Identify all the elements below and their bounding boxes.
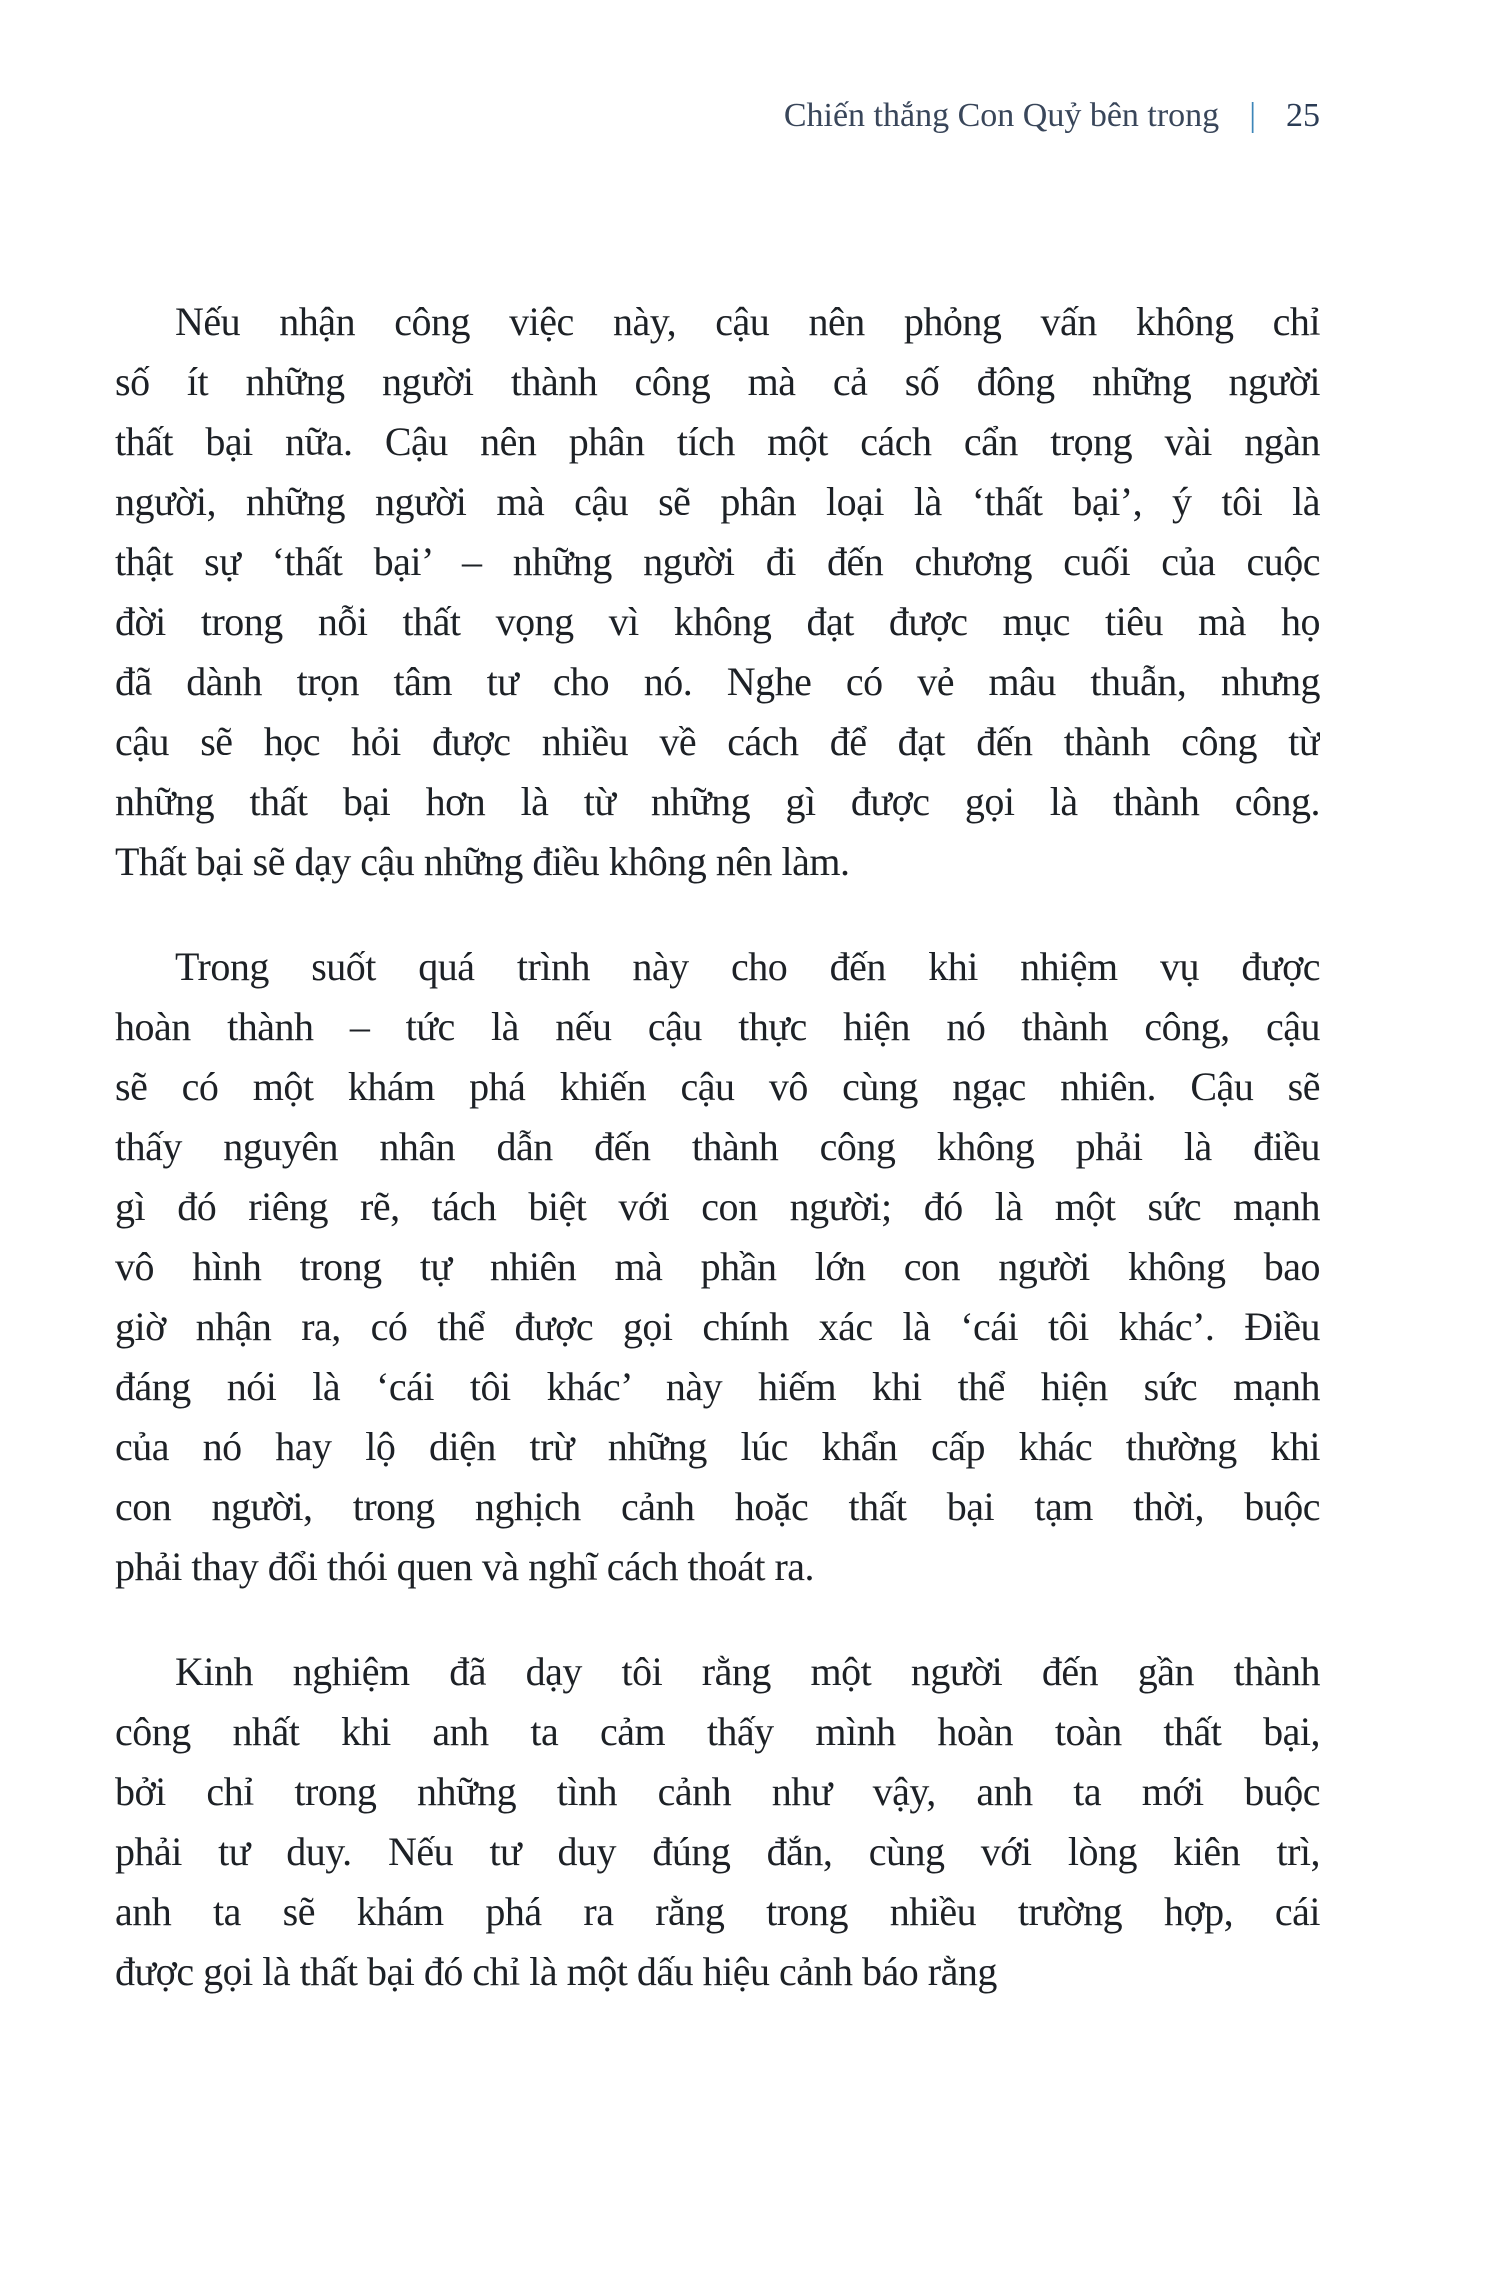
running-header (115, 94, 1320, 138)
text-line: thật sự ‘thất bại’ – những người đi đến chương cuối của cuộc (115, 539, 1320, 584)
text-line: đáng nói là ‘cái tôi khác’ này hiếm khi thể hiện sức mạnh (115, 1364, 1320, 1409)
header-separator-bar: | (1249, 97, 1256, 134)
text-line: đời trong nỗi thất vọng vì không đạt được mục tiêu mà họ (115, 599, 1320, 644)
paragraph (115, 292, 1320, 892)
text-line: phải thay đổi thói quen và nghĩ cách thoát ra. (115, 1544, 815, 1589)
text-line: của nó hay lộ diện trừ những lúc khẩn cấp khác thường khi (115, 1424, 1320, 1469)
text-line: Kinh nghiệm đã dạy tôi rằng một người đến gần thành (175, 1649, 1320, 1694)
text-line: phải tư duy. Nếu tư duy đúng đắn, cùng với lòng kiên trì, (115, 1829, 1320, 1874)
text-line: những thất bại hơn là từ những gì được gọi là thành công. (115, 779, 1320, 824)
text-line: giờ nhận ra, có thể được gọi chính xác là ‘cái tôi khác’. Điều (115, 1304, 1320, 1349)
text-line: số ít những người thành công mà cả số đông những người (115, 359, 1320, 404)
running-header-title: Chiến thắng Con Quỷ bên trong (783, 97, 1220, 134)
text-line: thất bại nữa. Cậu nên phân tích một cách cẩn trọng vài ngàn (115, 419, 1320, 464)
body-text (115, 292, 1320, 2047)
text-line: Trong suốt quá trình này cho đến khi nhiệm vụ được (175, 944, 1320, 989)
text-line: cậu sẽ học hỏi được nhiều về cách để đạt đến thành công từ (115, 719, 1320, 764)
text-line: Thất bại sẽ dạy cậu những điều không nên làm. (115, 839, 850, 884)
text-line: công nhất khi anh ta cảm thấy mình hoàn toàn thất bại, (115, 1709, 1320, 1754)
text-line: anh ta sẽ khám phá ra rằng trong nhiều trường hợp, cái (115, 1889, 1320, 1934)
text-line: bởi chỉ trong những tình cảnh như vậy, anh ta mới buộc (115, 1769, 1320, 1814)
text-line: sẽ có một khám phá khiến cậu vô cùng ngạc nhiên. Cậu sẽ (115, 1064, 1320, 1109)
text-column (115, 0, 1320, 2280)
text-line: thấy nguyên nhân dẫn đến thành công không phải là điều (115, 1124, 1320, 1169)
text-line: được gọi là thất bại đó chỉ là một dấu hiệu cảnh báo rằng (115, 1949, 997, 1994)
text-line: Nếu nhận công việc này, cậu nên phỏng vấn không chỉ (175, 299, 1320, 344)
text-line: hoàn thành – tức là nếu cậu thực hiện nó thành công, cậu (115, 1004, 1320, 1049)
text-line: vô hình trong tự nhiên mà phần lớn con người không bao (115, 1244, 1320, 1289)
page-number: 25 (1286, 97, 1320, 134)
paragraph (115, 1642, 1320, 2002)
text-line: người, những người mà cậu sẽ phân loại là ‘thất bại’, ý tôi là (115, 479, 1320, 524)
paragraph (115, 937, 1320, 1597)
text-line: con người, trong nghịch cảnh hoặc thất bại tạm thời, buộc (115, 1484, 1320, 1529)
text-line: gì đó riêng rẽ, tách biệt với con người; đó là một sức mạnh (115, 1184, 1320, 1229)
text-line: đã dành trọn tâm tư cho nó. Nghe có vẻ mâu thuẫn, nhưng (115, 659, 1320, 704)
